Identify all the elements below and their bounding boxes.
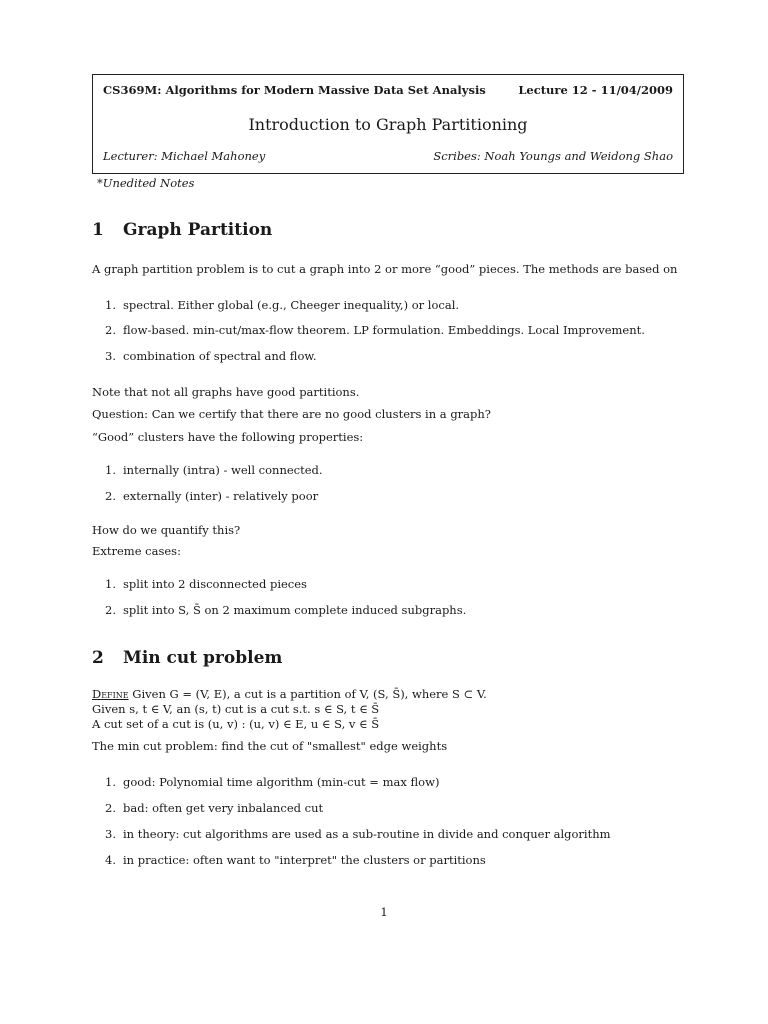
list-item: 1. good: Polynomial time algorithm (min-cut = max flow) [105, 775, 440, 789]
paragraph: Extreme cases: [92, 544, 181, 558]
list-item: 2. split into S, S̄ on 2 maximum complete induced subgraphs. [105, 603, 467, 617]
list-item: 2. flow-based. min-cut/max-flow theorem. LP formulation. Embeddings. Local Improvement. [105, 323, 645, 337]
list-item: 4. in practice: often want to "interpret" the clusters or partitions [105, 853, 486, 867]
course-title: CS369M: Algorithms for Modern Massive Data Set Analysis [103, 83, 486, 97]
section-2-heading [92, 648, 282, 668]
scribes: Scribes: Noah Youngs and Weidong Shao [433, 149, 673, 163]
definition-line: Define Given G = (V, E), a cut is a partition of V, (S, S̄), where S ⊂ V. [92, 687, 487, 701]
section-1-heading [92, 220, 272, 240]
page-number: 1 [380, 905, 388, 919]
unedited-note: *Unedited Notes [97, 176, 195, 190]
paragraph: Question: Can we certify that there are no good clusters in a graph? [92, 407, 491, 421]
paragraph: Note that not all graphs have good partitions. [92, 385, 360, 399]
list-item: 2. externally (inter) - relatively poor [105, 489, 319, 503]
lecture-info: Lecture 12 - 11/04/2009 [518, 83, 673, 97]
definition-line: A cut set of a cut is (u, v) : (u, v) ∈ E, u ∈ S, v ∈ S̄ [92, 717, 380, 731]
lecture-title: Introduction to Graph Partitioning [248, 115, 528, 134]
definition-line: Given s, t ∈ V, an (s, t) cut is a cut s.t. s ∈ S, t ∈ S̄ [92, 702, 380, 716]
section-1-intro: A graph partition problem is to cut a graph into 2 or more “good” pieces. The methods are based on [92, 262, 678, 276]
list-item: 1. split into 2 disconnected pieces [105, 577, 307, 591]
section-number: 1 [92, 220, 104, 240]
list-item: 3. in theory: cut algorithms are used as a sub-routine in divide and conquer algorithm [105, 827, 611, 841]
paragraph: How do we quantify this? [92, 523, 241, 537]
section-title: Min cut problem [123, 648, 283, 668]
paragraph: “Good” clusters have the following properties: [92, 430, 364, 444]
paragraph: The min cut problem: find the cut of "smallest" edge weights [92, 739, 448, 753]
section-title: Graph Partition [123, 220, 273, 240]
list-item: 2. bad: often get very inbalanced cut [105, 801, 324, 815]
define-keyword: Define [92, 687, 129, 701]
list-item: 3. combination of spectral and flow. [105, 349, 317, 363]
list-item: 1. internally (intra) - well connected. [105, 463, 323, 477]
list-item: 1. spectral. Either global (e.g., Cheeger inequality,) or local. [105, 298, 460, 312]
lecturer: Lecturer: Michael Mahoney [103, 149, 266, 163]
lecture-header-box [92, 74, 684, 174]
section-number: 2 [92, 648, 104, 668]
